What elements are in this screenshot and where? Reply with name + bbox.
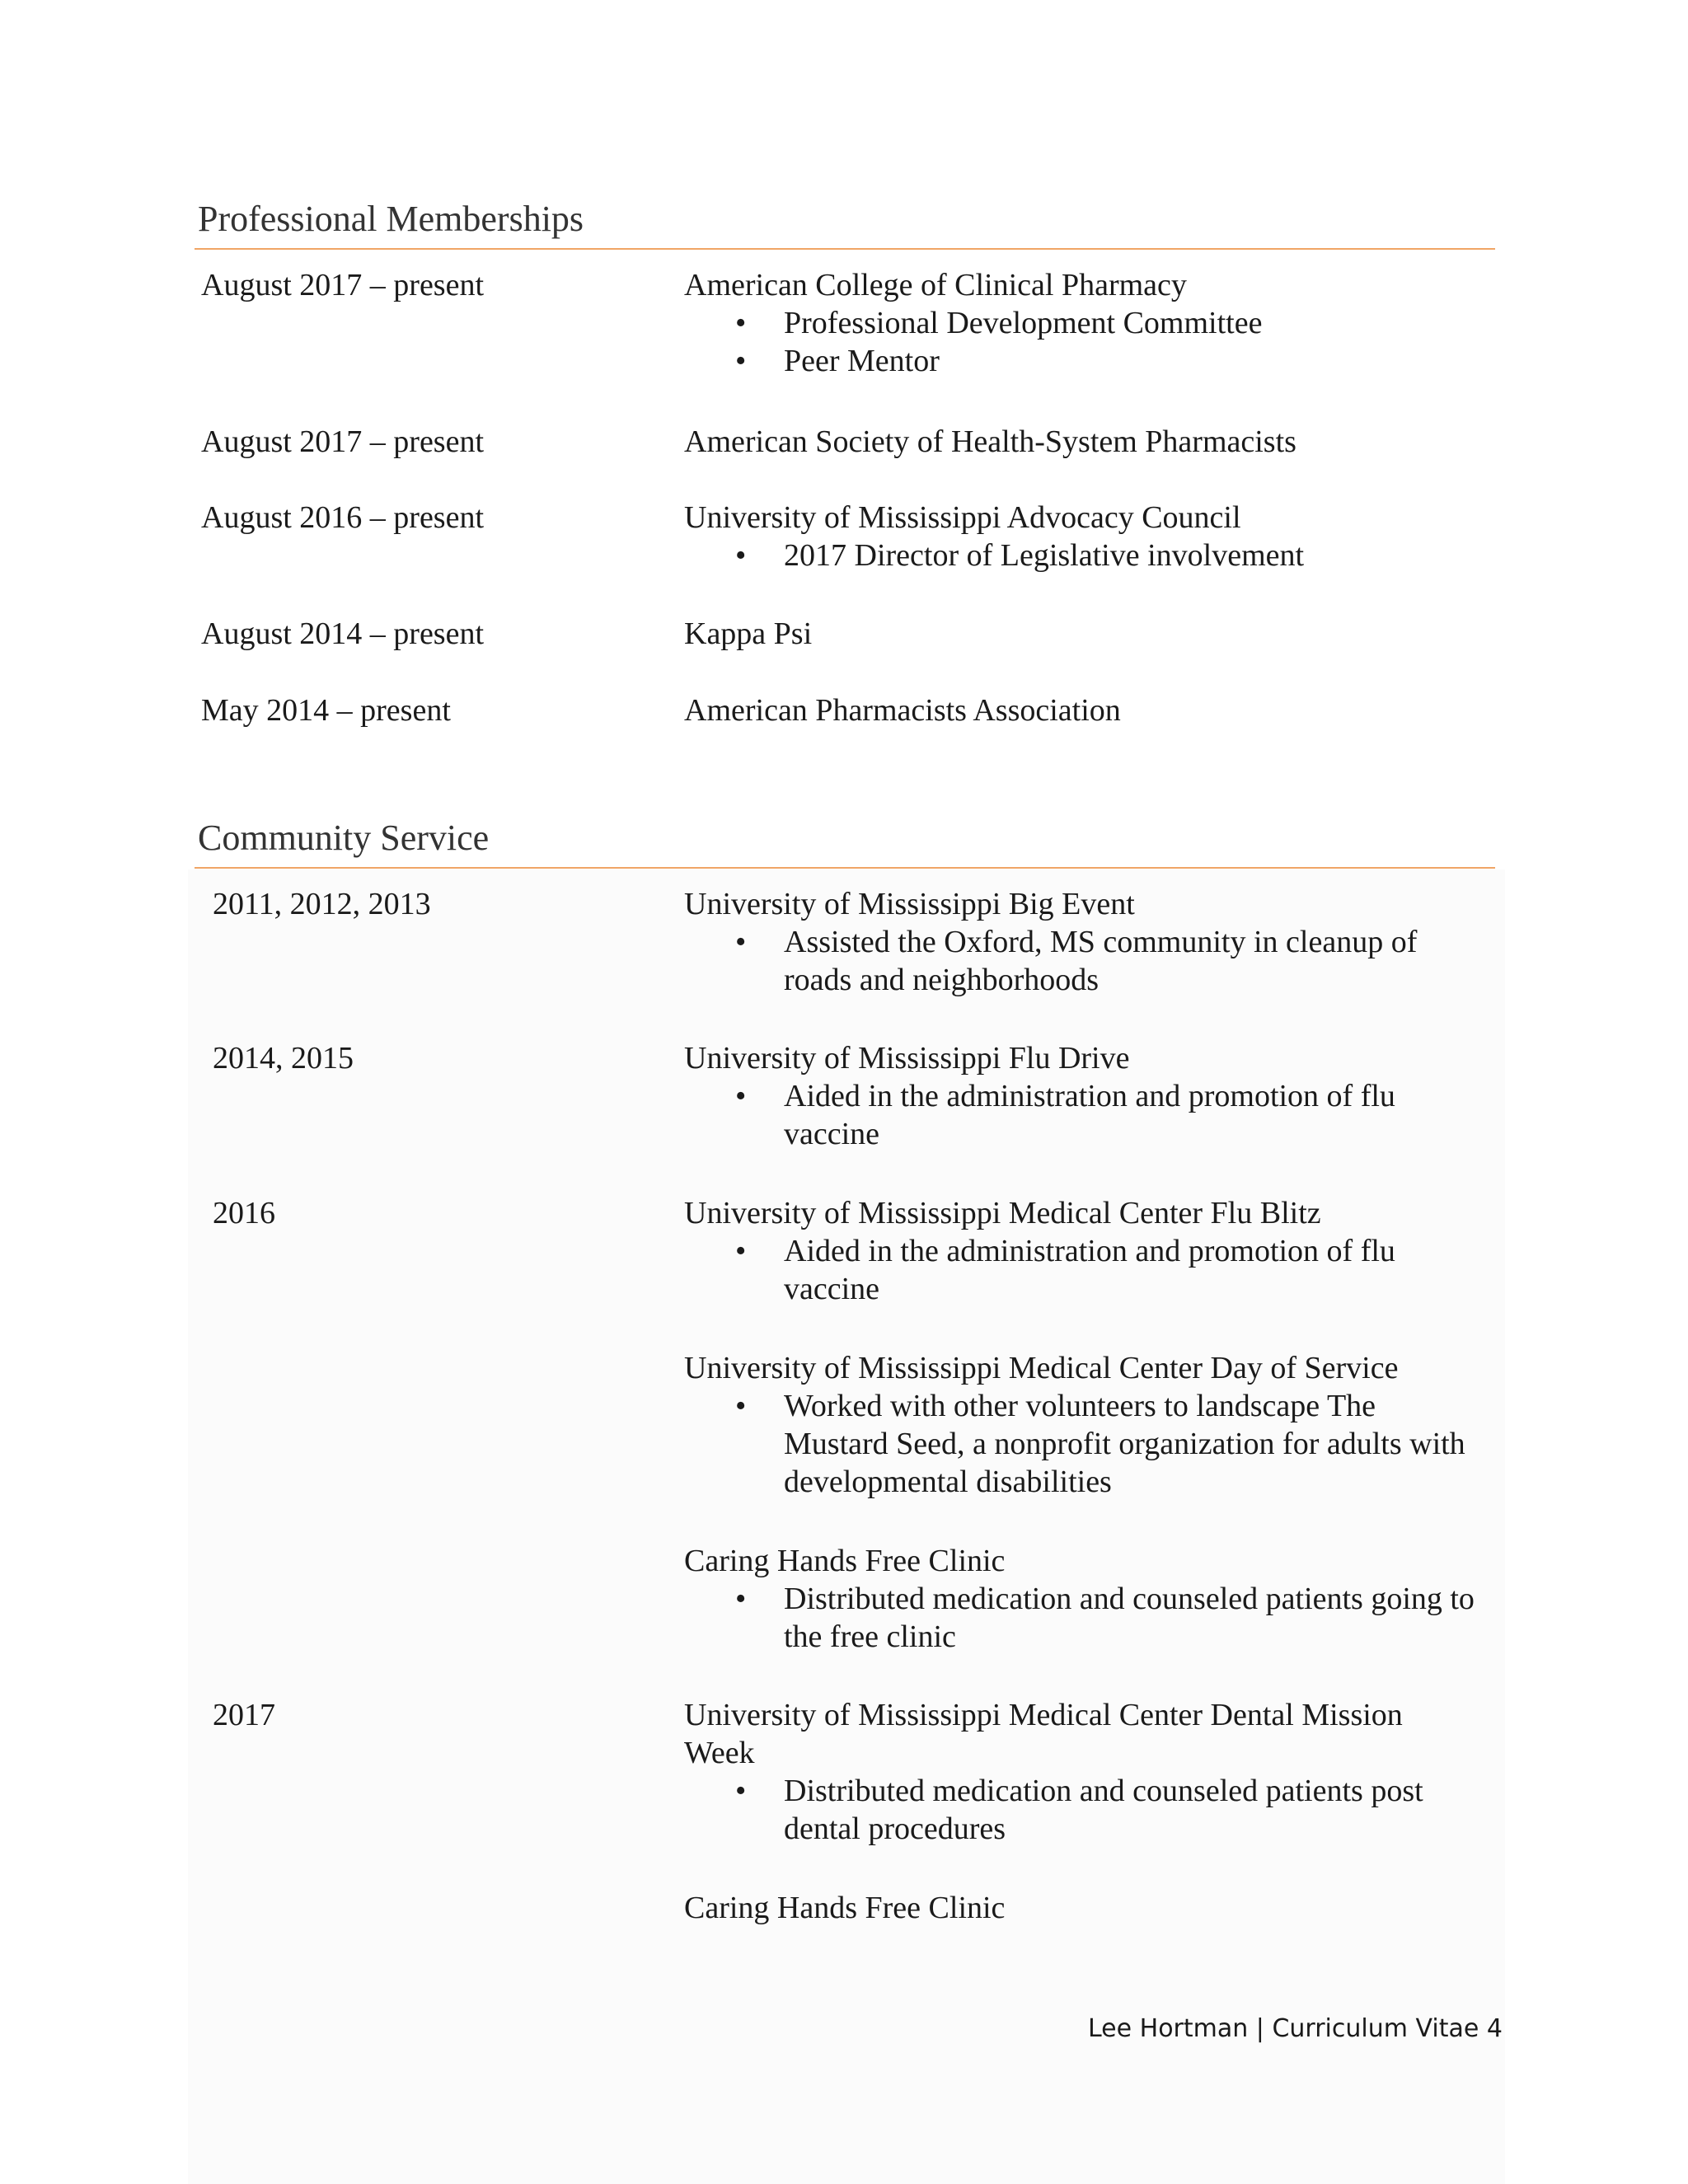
entry-date: August 2017 – present xyxy=(201,424,485,459)
page-footer: Lee Hortman | Curriculum Vitae 4 xyxy=(1088,2014,1503,2043)
entry-body xyxy=(684,1889,1475,1927)
entry-body xyxy=(684,499,1475,574)
entry-date: 2014, 2015 xyxy=(213,1041,354,1076)
entry-bullet: • Aided in the administration and promotion of flu vaccine xyxy=(684,1077,1475,1153)
entry-bullet: • Assisted the Oxford, MS community in cleanup of roads and neighborhoods xyxy=(684,923,1475,999)
memberships-heading: Professional Memberships xyxy=(198,199,584,239)
entry-org: University of Mississippi Medical Center Dental Mission Week xyxy=(684,1698,1403,1770)
entry-org: Caring Hands Free Clinic xyxy=(684,1544,1006,1578)
entry-body xyxy=(684,1696,1475,1848)
entry-bullet: • Peer Mentor xyxy=(684,342,1475,380)
entry-bullet: • Professional Development Committee xyxy=(684,304,1475,342)
entry-org: American Pharmacists Association xyxy=(684,693,1121,728)
entry-org: University of Mississippi Flu Drive xyxy=(684,1041,1130,1076)
entry-bullet: • Aided in the administration and promotion of flu vaccine xyxy=(684,1232,1475,1308)
entry-org: American Society of Health-System Pharmacists xyxy=(684,424,1296,459)
entry-org: Kappa Psi xyxy=(684,616,813,651)
entry-org: University of Mississippi Medical Center Flu Blitz xyxy=(684,1196,1321,1230)
entry-date: 2011, 2012, 2013 xyxy=(213,887,431,921)
entry-body xyxy=(684,1349,1475,1501)
entry-body xyxy=(684,1039,1475,1153)
entry-body xyxy=(684,615,1475,653)
entry-bullets xyxy=(684,1772,1475,1848)
entry-bullets xyxy=(684,1580,1475,1656)
community-heading: Community Service xyxy=(198,818,490,858)
entry-org: University of Mississippi Big Event xyxy=(684,887,1135,921)
entry-bullet: • Worked with other volunteers to landscape The Mustard Seed, a nonprofit organization for adults with developmental disabilities xyxy=(684,1387,1475,1501)
entry-date: August 2016 – present xyxy=(201,500,485,535)
entry-bullets xyxy=(684,537,1475,574)
entry-date: August 2017 – present xyxy=(201,268,485,302)
entry-org: Caring Hands Free Clinic xyxy=(684,1891,1006,1925)
entry-bullets xyxy=(684,1077,1475,1153)
entry-bullets xyxy=(684,1387,1475,1501)
entry-bullets xyxy=(684,923,1475,999)
entry-body xyxy=(684,885,1475,999)
entry-org: University of Mississippi Advocacy Council xyxy=(684,500,1241,535)
entry-body xyxy=(684,1542,1475,1656)
entry-date: 2017 xyxy=(213,1698,275,1732)
entry-bullet: • Distributed medication and counseled patients post dental procedures xyxy=(684,1772,1475,1848)
entry-date: May 2014 – present xyxy=(201,693,451,728)
entry-date: August 2014 – present xyxy=(201,616,485,651)
entry-body xyxy=(684,423,1475,461)
entry-bullets xyxy=(684,1232,1475,1308)
entry-date: 2016 xyxy=(213,1196,275,1230)
entry-bullet: • 2017 Director of Legislative involvement xyxy=(684,537,1475,574)
memberships-rule xyxy=(195,248,1495,250)
entry-bullets xyxy=(684,304,1475,380)
entry-body xyxy=(684,266,1475,380)
entry-body xyxy=(684,691,1475,729)
entry-org: American College of Clinical Pharmacy xyxy=(684,268,1187,302)
entry-bullet: • Distributed medication and counseled patients going to the free clinic xyxy=(684,1580,1475,1656)
community-rule xyxy=(195,867,1495,869)
entry-body xyxy=(684,1194,1475,1308)
entry-org: University of Mississippi Medical Center Day of Service xyxy=(684,1351,1399,1385)
